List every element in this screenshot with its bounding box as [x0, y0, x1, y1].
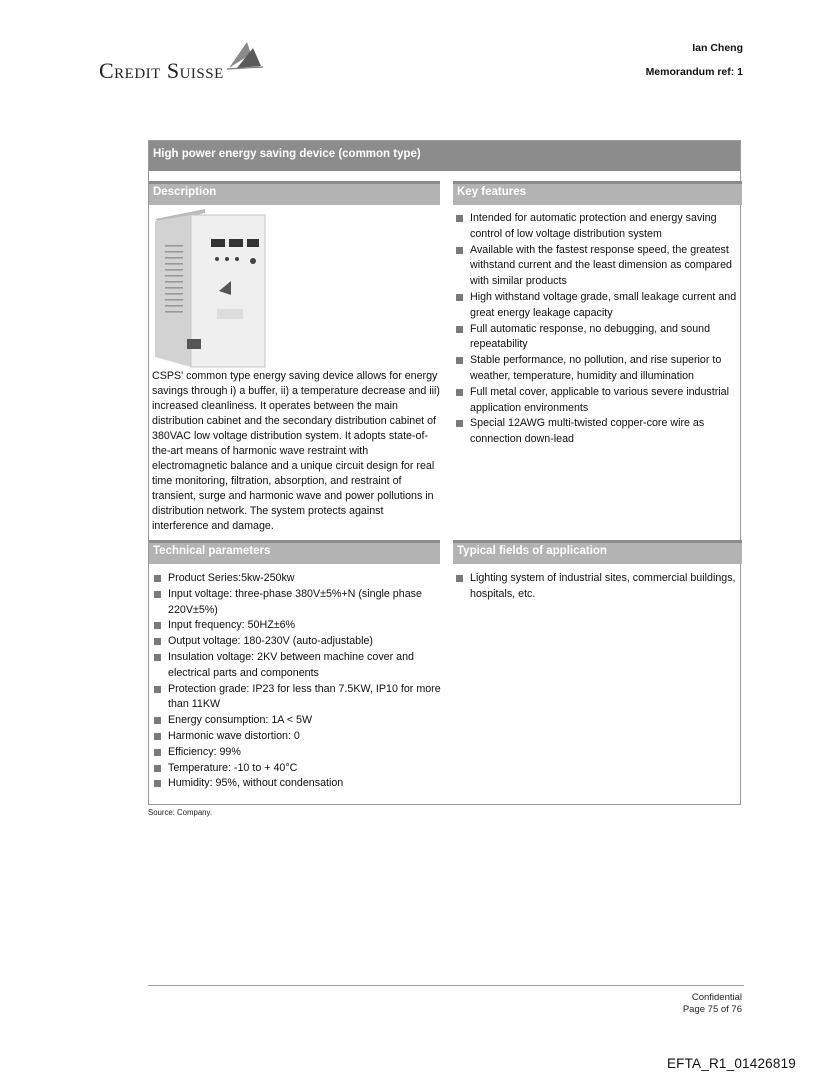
list-item: Protection grade: IP23 for less than 7.5KW, IP10 for more than 11KW: [153, 682, 443, 714]
list-item: Humidity: 95%, without condensation: [153, 776, 443, 792]
list-item: Full metal cover, applicable to various severe industrial application environments: [455, 385, 740, 417]
list-item: Temperature: -10 to + 40°C: [153, 761, 443, 777]
list-item: Efficiency: 99%: [153, 745, 443, 761]
energy-saving-device-image: [153, 209, 273, 369]
list-item: Product Series:5kw-250kw: [153, 571, 443, 587]
key-features-heading: Key features: [453, 181, 742, 205]
technical-parameters-heading: Technical parameters: [149, 540, 440, 564]
list-item: Input voltage: three-phase 380V±5%+N (single phase 220V±5%): [153, 587, 443, 619]
list-item: Full automatic response, no debugging, and sound repeatability: [455, 322, 740, 354]
list-item: Output voltage: 180-230V (auto-adjustable): [153, 634, 443, 650]
typical-fields-heading: Typical fields of application: [453, 540, 742, 564]
footer-divider: [148, 985, 744, 986]
product-table: [148, 140, 741, 805]
list-item: Stable performance, no pollution, and rise superior to weather, temperature, humidity and illumination: [455, 353, 740, 385]
list-item: Special 12AWG multi-twisted copper-core wire as connection down-lead: [455, 416, 740, 448]
technical-parameters-list: [153, 571, 443, 792]
list-item: Harmonic wave distortion: 0: [153, 729, 443, 745]
typical-fields-list: [455, 571, 740, 603]
table-title: High power energy saving device (common type): [149, 141, 740, 171]
credit-suisse-logo: [99, 40, 269, 84]
page-number: Page 75 of 76: [682, 1004, 742, 1015]
logo-text: Credit Suisse: [99, 58, 224, 83]
sail-logo-icon: [227, 40, 263, 70]
list-item: Lighting system of industrial sites, commercial buildings, hospitals, etc.: [455, 571, 740, 603]
memo-ref: Memorandum ref: 1: [645, 66, 743, 78]
author-name: Ian Cheng: [692, 42, 743, 54]
list-item: Intended for automatic protection and energy saving control of low voltage distribution system: [455, 211, 740, 243]
list-item: High withstand voltage grade, small leakage current and great energy leakage capacity: [455, 290, 740, 322]
list-item: Input frequency: 50HZ±6%: [153, 618, 443, 634]
description-text: CSPS' common type energy saving device allows for energy savings through i) a buffer, ii) a temperature decrease and iii) increased cleanliness. It operates between the main distribution cabinet and the secondary distribution cabinet of 380VAC low voltage distribution system. It adopts state-of-the-art means of harmonic wave restraint with electromagnetic balance and a unique circuit design for real time monitoring, filtration, absorption, and restraint of transient, surge and harmonic wave and power pollutions in distribution network. The system protects against interference and damage.: [152, 370, 440, 532]
confidential-label: Confidential: [691, 992, 742, 1003]
key-features-list: [455, 211, 740, 448]
list-item: Insulation voltage: 2KV between machine cover and electrical parts and components: [153, 650, 443, 682]
source-note: Source: Company.: [148, 808, 212, 817]
list-item: Available with the fastest response speed, the greatest withstand current and the least dimension as compared with similar products: [455, 243, 740, 290]
bates-number: EFTA_R1_01426819: [666, 1056, 796, 1071]
description-heading: Description: [149, 181, 440, 205]
list-item: Energy consumption: 1A < 5W: [153, 713, 443, 729]
